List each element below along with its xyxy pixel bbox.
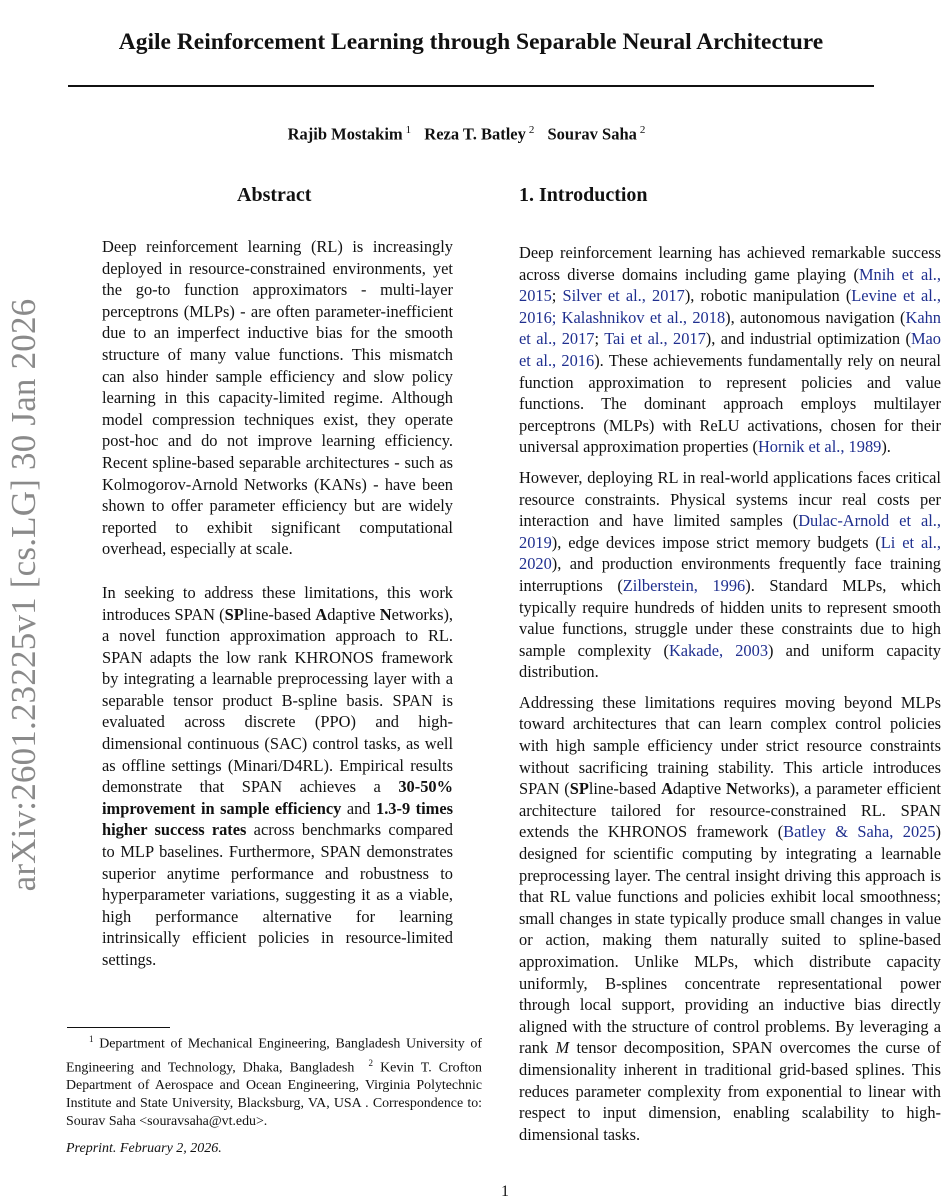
citation-link[interactable]: Tai et al., 2017 (604, 329, 706, 349)
body-text: ), autonomous navigation ( (725, 307, 906, 327)
body-text: ), and industrial optimization ( (705, 329, 911, 349)
introduction-paragraph (519, 467, 941, 683)
body-text: Deep reinforcement learning (RL) is increasingly deployed in resource-constrained environments, yet the go-to function approximators - multi-layer perceptrons (MLPs) - are often parameter-inefficient due to an imperfect inductive bias for the smooth structure of many value functions. This mismatch can also hinder sample efficiency and slow policy learning in this capacity-limited regime. Although model compression techniques exist, they operate post-hoc and do not improve learning efficiency. Recent spline-based separable architectures - such as Kolmogorov-Arnold Networks (KANs) - have been shown to offer parameter efficiency but are widely reported to exhibit significant computational overhead, especially at scale. (102, 237, 453, 559)
introduction-paragraph (519, 242, 941, 458)
footnote (66, 1030, 482, 1131)
body-text: tensor decomposition, SPAN overcomes the curse of dimensionality inherent in traditional grid-based splines. This reduces parameter complexity from exponential to linear with respect to input dimension, enabling scalability to high-dimensional tasks. (519, 1038, 941, 1144)
body-text: ), edge devices impose strict memory budgets ( (551, 532, 881, 552)
body-text: In seeking to address these limitations, this work introduces SPAN ( (102, 582, 453, 624)
citation-link[interactable]: Zilberstein, 1996 (622, 575, 746, 595)
body-text: daptive (672, 779, 727, 799)
title-rule (68, 85, 874, 87)
body-text: ) and uniform capacity distribution. (519, 640, 942, 682)
footnote-mark: 1 (88, 1034, 94, 1044)
author-affiliation: 2 (528, 124, 535, 136)
bold-text: 30-50% improvement in sample efficiency (102, 777, 453, 818)
body-text: line-based (588, 779, 662, 799)
body-text: ). Standard MLPs, which typically require hundreds of hidden units to represent smooth value functions, struggle under these constraints due to high sample complexity ( (519, 575, 941, 660)
citation-link[interactable]: Mao et al., 2016 (519, 329, 941, 370)
body-text: and (341, 798, 376, 818)
body-text: ) designed for scientific computing by integrating a learnable preprocessing layer. The central insight driving this approach is that RL value functions and policies exhibit local smoothness; small changes in state typically produce small changes in value or action, making them naturally suited to spline-based approximation. Unlike MLPs, which distribute capacity uniformly, B-splines concentrate representational power through local support, providing an inductive bias directly aligned with the structure of control problems. By leveraging a rank (519, 822, 941, 1058)
preprint-note: Preprint. February 2, 2026. (66, 1141, 222, 1156)
footnote-affiliation-2: Kevin T. Crofton Department of Aerospace and Ocean Engineering, Virginia Polytechnic Institute and State University, Blacksburg, VA, USA . Correspondence to: Sourav Saha <souravsaha@vt.edu>. (66, 1060, 483, 1130)
abstract-heading: Abstract (237, 184, 312, 206)
body-text: However, deploying RL in real-world applications faces critical resource constraints. Physical systems incur real costs per interaction and have limited samples ( (519, 467, 941, 531)
author-name: Reza T. Batley (424, 124, 526, 144)
footnote-affiliation-1: Department of Mechanical Engineering, Bangladesh University of Engineering and Technology, Dhaka, Bangladesh (66, 1036, 483, 1076)
footnote-rule (67, 1027, 170, 1028)
citation-link[interactable]: Hornik et al., 1989 (757, 437, 882, 457)
body-text: Deep reinforcement learning has achieved remarkable success across diverse domains including game playing ( (519, 243, 941, 284)
author-affiliation: 2 (639, 124, 646, 136)
bold-text: A (661, 779, 673, 799)
introduction-heading: 1. Introduction (519, 184, 648, 206)
abstract-paragraph (102, 236, 453, 560)
introduction-paragraph (519, 692, 941, 1145)
bold-text: N (379, 604, 392, 624)
bold-text: A (315, 604, 328, 624)
body-text: ). (881, 437, 891, 457)
citation-link[interactable]: Mnih et al., 2015 (519, 264, 941, 306)
body-text: across benchmarks compared to MLP baselines. Furthermore, SPAN demonstrates superior anytime performance and robustness to hyperparameter variations, suggesting it as a viable, high performance alternative for learning intrinsically efficient policies in resource-limited settings. (102, 820, 453, 969)
body-text: ), robotic manipulation ( (684, 286, 852, 306)
paper-title: Agile Reinforcement Learning through Separable Neural Architecture (118, 29, 824, 55)
body-text: Addressing these limitations requires moving beyond MLPs toward architectures that can learn complex control policies with high sample efficiency under strict resource constraints without sacrificing training stability. This article introduces SPAN ( (519, 692, 941, 799)
citation-link[interactable]: Dulac-Arnold et al., 2019 (519, 511, 941, 552)
citation-link[interactable]: Silver et al., 2017 (562, 286, 685, 306)
body-text: daptive (327, 604, 380, 624)
bold-text: N (726, 779, 738, 799)
body-text: ), and production environments frequently face training interruptions ( (519, 554, 941, 595)
body-text: etworks), a parameter efficient architecture tailored for resource-constrained RL. SPAN extends the KHRONOS framework ( (519, 779, 941, 842)
citation-link[interactable]: Kahn et al., 2017 (519, 307, 941, 349)
citation-link[interactable]: Levine et al., 2016; Kalashnikov et al., 2018 (519, 286, 941, 327)
introduction-body (519, 242, 941, 1154)
author-name: Rajib Mostakim (287, 124, 403, 144)
bold-text: 1.3-9 times higher success rates (102, 798, 453, 840)
bold-text: SP (569, 779, 589, 799)
body-text: ). These achievements fundamentally rely on neural function approximation to represent policies and value functions. The dominant approach employs multilayer perceptrons (MLPs) with ReLU activations, chosen for their universal approximation properties ( (519, 350, 941, 457)
abstract-body (102, 236, 453, 980)
citation-link[interactable]: Batley & Saha, 2025 (783, 822, 936, 842)
body-text: M (555, 1038, 570, 1058)
body-text: etworks), a novel function approximation approach to RL. SPAN adapts the low rank KHRONOS framework by integrating a learnable preprocessing layer with a separable tensor product B-spline basis. SPAN is evaluated across discrete (PPO) and high-dimensional continuous (SAC) control tasks, as well as offline settings (Minari/D4RL). Empirical results demonstrate that SPAN achieves a (102, 604, 454, 797)
bold-text: SP (224, 604, 244, 624)
body-text: ; (594, 329, 605, 349)
author-list (0, 124, 942, 145)
body-text: line-based (243, 604, 316, 624)
footnote-mark: 2 (368, 1057, 373, 1068)
citation-link[interactable]: Kakade, 2003 (668, 640, 769, 660)
body-text: ; (551, 286, 563, 306)
author-name: Sourav Saha (547, 124, 637, 144)
citation-link[interactable]: Li et al., 2020 (519, 532, 941, 574)
arxiv-stamp: arXiv:2601.23225v1 [cs.LG] 30 Jan 2026 (4, 298, 43, 892)
abstract-paragraph (102, 582, 453, 971)
author-affiliation: 1 (405, 124, 412, 136)
page-number: 1 (501, 1183, 509, 1200)
